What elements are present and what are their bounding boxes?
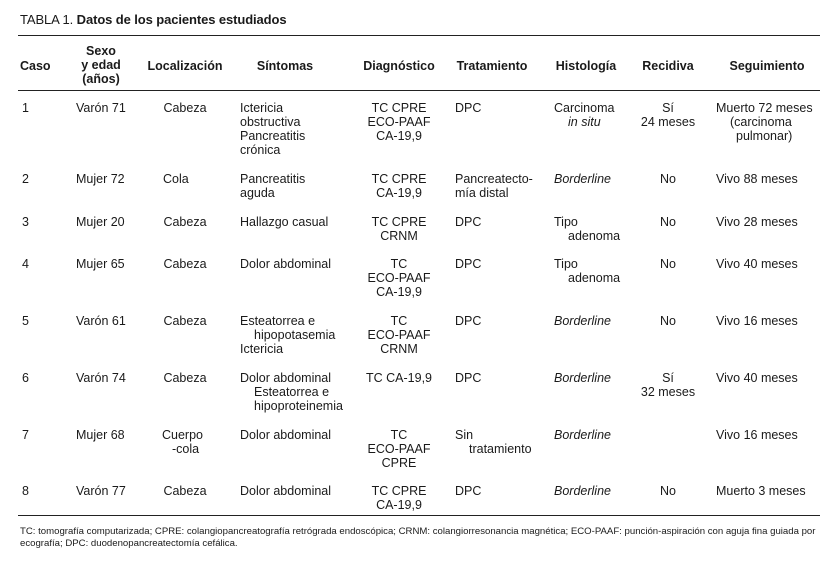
cell-seguimiento [716, 314, 798, 328]
cell-line: Dolor abdominal [240, 371, 332, 385]
cell-sintomas [240, 215, 328, 229]
cell-seguimiento [716, 101, 813, 143]
cell-line: Tipo [554, 215, 578, 229]
cell-line: Pancreatitis [240, 172, 306, 186]
cell-line: Borderline [554, 484, 611, 498]
cell-histologia [554, 101, 614, 129]
cell-line: Cuerpo [162, 428, 203, 442]
cell-line: CA-19,9 [376, 498, 422, 512]
cell-recidiva [636, 257, 700, 271]
cell-line: Dolor abdominal [240, 484, 332, 498]
cell-line: TC [390, 314, 408, 328]
cell-sintomas [240, 484, 331, 498]
cell-line: Cabeza [163, 101, 207, 115]
cell-seguimiento [716, 371, 798, 385]
cell-line: Cabeza [163, 484, 207, 498]
cell-line: Dolor abdominal [240, 428, 332, 442]
cell-sexo: Mujer 20 [76, 215, 125, 229]
cell-localizacion [150, 215, 220, 229]
cell-line: Vivo 40 meses [716, 371, 798, 385]
cell-line: Ictericia [240, 342, 284, 356]
cell-line: 32 meses [640, 385, 696, 399]
cell-sexo: Varón 74 [76, 371, 126, 385]
cell-line: TC CPRE [371, 484, 427, 498]
cell-line: No [660, 257, 676, 271]
cell-line: Dolor abdominal [240, 257, 332, 271]
header-sexo-line2: y edad [81, 58, 121, 72]
cell-localizacion [150, 257, 220, 271]
cell-line: mía distal [455, 186, 509, 200]
cell-line: DPC [455, 484, 482, 498]
cell-line: TC CPRE [371, 172, 427, 186]
cell-caso: 4 [22, 257, 29, 271]
cell-histologia [554, 215, 620, 243]
cell-histologia [554, 371, 611, 385]
cell-line: Muerto 72 meses [716, 101, 813, 115]
cell-tratamiento [455, 484, 481, 498]
cell-line: Muerto 3 meses [716, 484, 806, 498]
cell-line: Vivo 40 meses [716, 257, 798, 271]
cell-seguimiento [716, 172, 798, 186]
cell-line: CA-19,9 [376, 129, 422, 143]
cell-sintomas [240, 428, 331, 442]
cell-localizacion [150, 314, 220, 328]
cell-line: Cabeza [163, 314, 207, 328]
bottom-rule [18, 515, 820, 516]
cell-line: CRNM [380, 229, 418, 243]
cell-line: Cabeza [163, 215, 207, 229]
cell-caso: 2 [22, 172, 29, 186]
header-seguimiento: Seguimiento [729, 59, 805, 73]
cell-line: Vivo 16 meses [716, 428, 798, 442]
cell-line: CA-19,9 [376, 285, 422, 299]
cell-seguimiento [716, 428, 798, 442]
cell-localizacion [150, 371, 220, 385]
cell-localizacion [162, 428, 203, 456]
cell-recidiva [636, 371, 700, 399]
cell-localizacion [150, 484, 220, 498]
cell-sexo: Varón 71 [76, 101, 126, 115]
cell-caso: 3 [22, 215, 29, 229]
cell-sintomas [240, 314, 335, 356]
cell-localizacion [163, 172, 189, 186]
cell-line: Pancreatecto- [455, 172, 533, 186]
cell-line: No [660, 172, 676, 186]
cell-line: -cola [172, 442, 200, 456]
cell-seguimiento [716, 257, 798, 271]
cell-sintomas [240, 172, 305, 200]
cell-line: Tipo [554, 257, 578, 271]
cell-line: Pancreatitis [240, 129, 306, 143]
cell-tratamiento [455, 172, 533, 200]
header-diagnostico: Diagnóstico [363, 59, 435, 73]
cell-line: hipopotasemia [254, 328, 336, 342]
cell-line: tratamiento [469, 442, 532, 456]
cell-diagnostico [356, 428, 442, 470]
cell-line: TC CPRE [371, 215, 427, 229]
cell-line: DPC [455, 314, 482, 328]
cell-line: obstructiva [240, 115, 301, 129]
cell-line: Sí [662, 371, 674, 385]
cell-line: (carcinoma [730, 115, 792, 129]
cell-line: ECO-PAAF [367, 115, 431, 129]
cell-diagnostico [356, 215, 442, 243]
cell-line: TC CA-19,9 [366, 371, 432, 385]
cell-line: Cabeza [163, 371, 207, 385]
cell-recidiva [636, 172, 700, 186]
cell-diagnostico [356, 484, 442, 512]
cell-line: Ictericia [240, 101, 284, 115]
cell-sintomas [240, 257, 331, 271]
cell-line: Borderline [554, 428, 611, 442]
cell-line: Sin [455, 428, 474, 442]
cell-line: Vivo 88 meses [716, 172, 798, 186]
header-recidiva: Recidiva [642, 59, 694, 73]
cell-localizacion [150, 101, 220, 115]
cell-histologia [554, 257, 620, 285]
cell-line: ECO-PAAF [367, 442, 431, 456]
cell-caso: 1 [22, 101, 29, 115]
cell-line: Borderline [554, 371, 611, 385]
cell-line: TC CPRE [371, 101, 427, 115]
cell-line: TC [390, 257, 408, 271]
cell-line: TC [390, 428, 408, 442]
cell-line: DPC [455, 257, 482, 271]
cell-tratamiento [455, 257, 481, 271]
cell-line: 24 meses [640, 115, 696, 129]
cell-line: Esteatorrea e [240, 314, 316, 328]
table-title [20, 12, 287, 27]
header-rule [18, 90, 820, 91]
cell-line: No [660, 215, 676, 229]
header-localizacion: Localización [147, 59, 223, 73]
cell-histologia [554, 172, 611, 186]
cell-sexo: Mujer 72 [76, 172, 125, 186]
cell-tratamiento [455, 371, 481, 385]
header-histologia: Histología [555, 59, 617, 73]
cell-recidiva [636, 101, 700, 129]
table-title-prefix: TABLA 1. [20, 12, 74, 27]
cell-line: No [660, 314, 676, 328]
cell-line: adenoma [568, 271, 621, 285]
cell-line: DPC [455, 371, 482, 385]
top-rule [18, 35, 820, 36]
cell-line: Borderline [554, 172, 611, 186]
cell-line: Cola [163, 172, 189, 186]
cell-line: adenoma [568, 229, 621, 243]
cell-tratamiento [455, 314, 481, 328]
table-title-text: Datos de los pacientes estudiados [76, 12, 287, 27]
cell-tratamiento [455, 101, 481, 115]
cell-histologia [554, 428, 611, 442]
cell-sexo: Mujer 68 [76, 428, 125, 442]
cell-seguimiento [716, 215, 798, 229]
cell-line: ECO-PAAF [367, 328, 431, 342]
cell-diagnostico [356, 172, 442, 200]
cell-caso: 5 [22, 314, 29, 328]
cell-line: No [660, 484, 676, 498]
cell-sintomas [240, 101, 305, 157]
header-sexo-line1: Sexo [86, 44, 116, 58]
cell-line: CRNM [380, 342, 418, 356]
header-caso: Caso [20, 59, 51, 73]
cell-caso: 7 [22, 428, 29, 442]
cell-line: DPC [455, 215, 482, 229]
cell-caso: 8 [22, 484, 29, 498]
header-tratamiento: Tratamiento [456, 59, 528, 73]
cell-line: Sí [662, 101, 674, 115]
cell-recidiva [636, 314, 700, 328]
table-footnote: TC: tomografía computarizada; CPRE: colangiopancreatografía retrógrada endoscópica; CRNM: colangiorresonancia magnética; ECO-PAAF: punción-aspiración con aguja fina guiada por ecografía; DPC: duodenopancreatectomía cefálica. [20, 526, 816, 549]
cell-recidiva [636, 484, 700, 498]
cell-diagnostico [356, 257, 442, 299]
cell-line: Borderline [554, 314, 611, 328]
cell-line: Vivo 16 meses [716, 314, 798, 328]
cell-line: Cabeza [163, 257, 207, 271]
cell-sexo: Mujer 65 [76, 257, 125, 271]
cell-line: crónica [240, 143, 281, 157]
cell-line: CA-19,9 [376, 186, 422, 200]
cell-diagnostico [356, 314, 442, 356]
cell-diagnostico [356, 371, 442, 385]
cell-line: Carcinoma [554, 101, 615, 115]
cell-line: Esteatorrea e [254, 385, 330, 399]
cell-line: hipoproteinemia [254, 399, 343, 413]
cell-histologia [554, 484, 611, 498]
cell-line: CPRE [381, 456, 417, 470]
cell-sintomas [240, 371, 343, 413]
cell-tratamiento [455, 215, 481, 229]
cell-sexo: Varón 77 [76, 484, 126, 498]
cell-caso: 6 [22, 371, 29, 385]
header-sexo-line3: (años) [82, 72, 120, 86]
cell-line: aguda [240, 186, 275, 200]
cell-line: Hallazgo casual [240, 215, 329, 229]
cell-seguimiento [716, 484, 806, 498]
header-sintomas: Síntomas [256, 59, 314, 73]
cell-recidiva [636, 215, 700, 229]
cell-tratamiento [455, 428, 532, 456]
cell-diagnostico [356, 101, 442, 143]
cell-line: ECO-PAAF [367, 271, 431, 285]
cell-line: Vivo 28 meses [716, 215, 798, 229]
cell-line: DPC [455, 101, 482, 115]
cell-line: pulmonar) [736, 129, 793, 143]
cell-line: in situ [568, 115, 601, 129]
cell-histologia [554, 314, 611, 328]
header-sexo [66, 44, 136, 86]
cell-sexo: Varón 61 [76, 314, 126, 328]
